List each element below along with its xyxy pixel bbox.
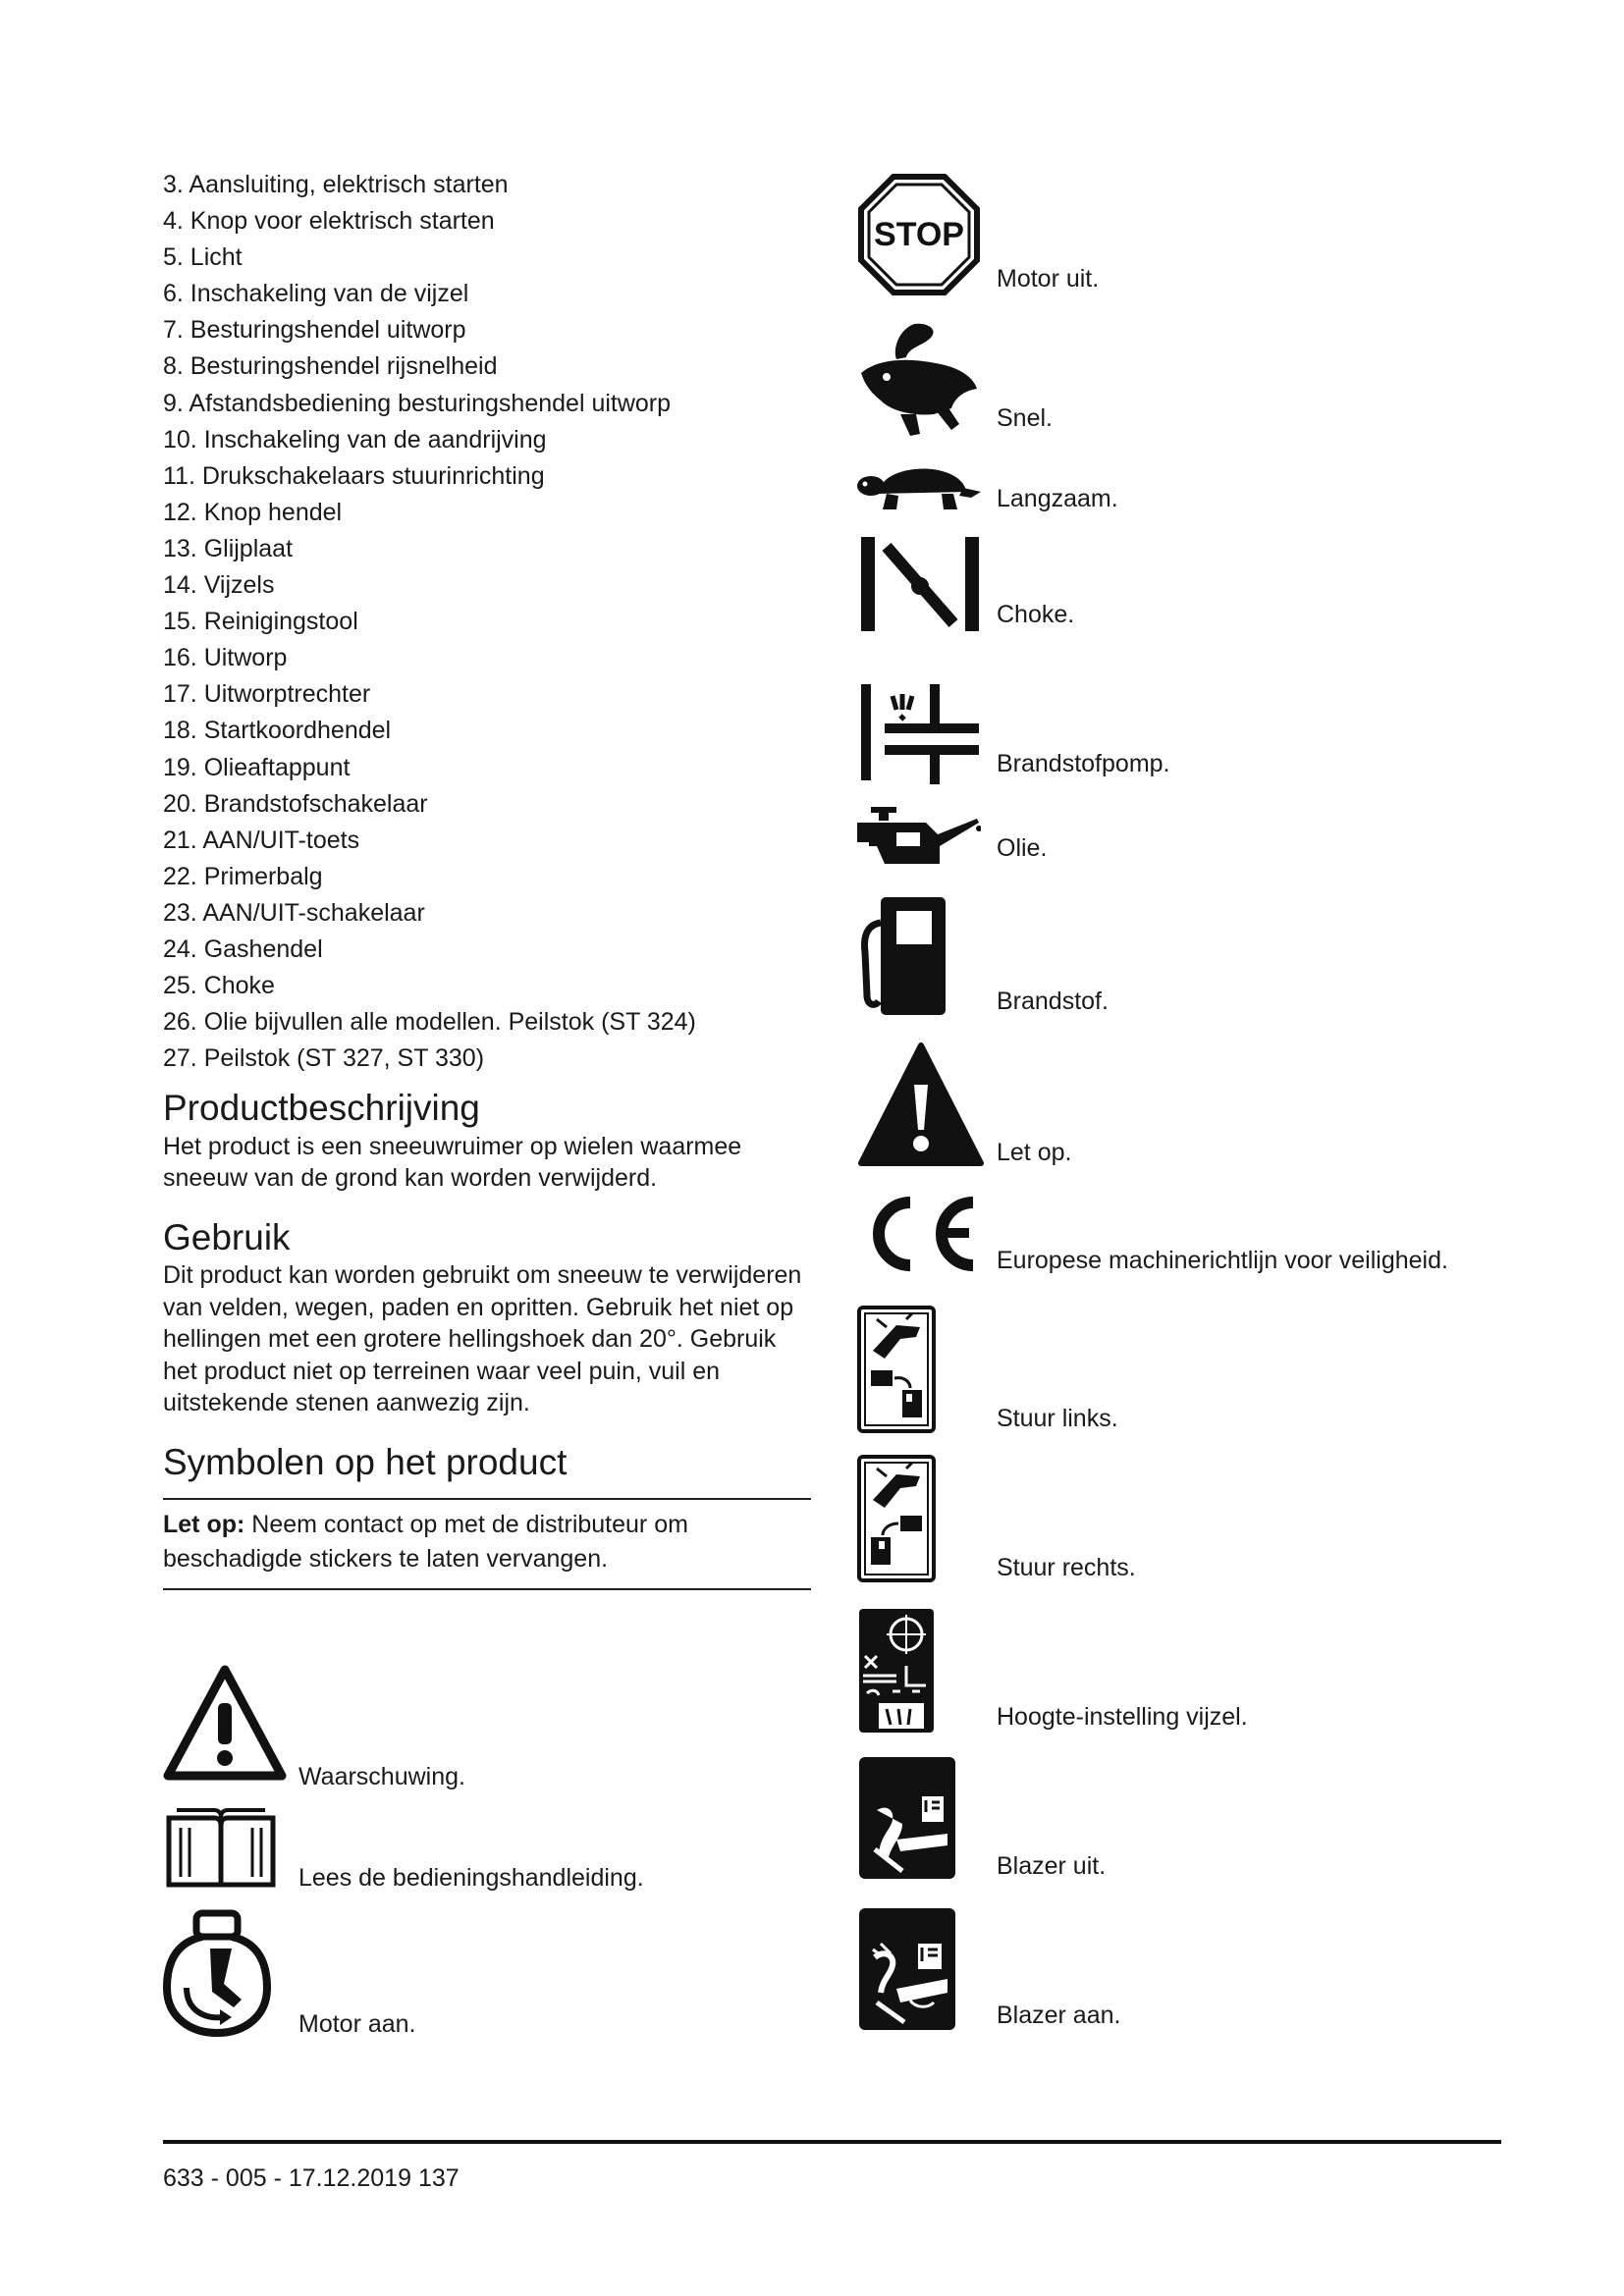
steer-right-icon [857, 1455, 936, 1582]
caution-triangle-icon [857, 1041, 985, 1167]
symbol-row-caution [857, 1041, 1584, 1167]
symbol-label: Langzaam. [997, 485, 1118, 512]
auger-height-icon [857, 1607, 936, 1735]
footer-rule [163, 2140, 1501, 2144]
symbol-label: Hoogte-instelling vijzel. [997, 1703, 1248, 1731]
symbol-label: Europese machinerichtlijn voor veiligheid. [997, 1247, 1448, 1274]
symbol-row-oil [857, 807, 1584, 863]
list-item: 26. Olie bijvullen alle modellen. Peilstok (ST 324) [163, 1008, 696, 1037]
engine-start-icon [163, 1909, 287, 2033]
list-item: 3. Aansluiting, elektrisch starten [163, 171, 509, 198]
symbol-row-auger-height [857, 1607, 1584, 1732]
ce-mark-icon [857, 1191, 985, 1275]
list-item: 4. Knop voor elektrisch starten [163, 207, 495, 236]
rabbit-icon [857, 320, 985, 436]
list-item: 13. Glijplaat [163, 534, 294, 562]
symbol-row-blower-on [857, 1906, 1584, 2030]
list-item: 24. Gashendel [163, 934, 323, 963]
note-box [163, 1498, 811, 1590]
symbol-label: Brandstofpomp. [997, 750, 1170, 777]
section-heading-symbols: Symbolen op het product [163, 1441, 568, 1482]
symbol-label: Waarschuwing. [298, 1763, 465, 1790]
symbol-label: Brandstof. [997, 988, 1109, 1015]
symbol-row-primer [857, 680, 1584, 778]
note-text: Neem contact op met de distributeur om beschadigde stickers te laten vervangen. [163, 1511, 688, 1574]
list-item: 7. Besturingshendel uitworp [163, 316, 466, 345]
stop-sign-icon [857, 173, 981, 296]
page-footer [163, 2164, 460, 2193]
list-item: 14. Vijzels [163, 571, 275, 600]
list-item: 6. Inschakeling van de vijzel [163, 280, 469, 308]
symbol-row-choke [857, 537, 1584, 629]
list-item: 25. Choke [163, 972, 275, 1000]
list-item: 18. Startkoordhendel [163, 717, 392, 745]
list-item: 17. Uitworptrechter [163, 680, 371, 709]
symbol-row-stop [857, 173, 1584, 294]
list-item: 27. Peilstok (ST 327, ST 330) [163, 1044, 485, 1073]
symbol-row-blower-off [857, 1755, 1584, 1881]
steer-left-icon [857, 1306, 936, 1433]
list-item: 20. Brandstofschakelaar [163, 789, 428, 818]
parts-list [163, 167, 811, 1077]
symbol-row-fast [857, 320, 1584, 433]
fuel-station-icon [857, 893, 951, 1019]
symbol-label: Motor aan. [298, 2010, 416, 2038]
symbol-row-steer-left [857, 1306, 1584, 1433]
list-item: 9. Afstandsbediening besturingshendel uitworp [163, 389, 672, 417]
symbol-label: Stuur links. [997, 1405, 1118, 1432]
symbol-label: Snel. [997, 404, 1053, 432]
section-heading-usage: Gebruik [163, 1216, 291, 1257]
oil-can-icon [857, 807, 981, 868]
doc-reference: 633 - 005 - 17.12.2019 [163, 2164, 411, 2192]
list-item: 12. Knop hendel [163, 498, 343, 526]
usage-text: Dit product kan worden gebruikt om sneeuw te verwijderen van velden, wegen, paden en opritten. Gebruik het niet op hellingen met een grotere hellingshoek dan 20°. Gebruik het product niet op terreinen waar veel puin, vuil en uitstekende stenen aanwezig zijn. [163, 1261, 802, 1417]
svg-text:STOP: STOP [874, 216, 964, 253]
list-item: 19. Olieaftappunt [163, 753, 351, 781]
note-label: Let op: [163, 1511, 245, 1539]
symbol-label: Let op. [997, 1139, 1072, 1166]
symbol-label: Lees de bedieningshandleiding. [298, 1864, 644, 1892]
choke-icon [857, 537, 983, 631]
list-item: 10. Inschakeling van de aandrijving [163, 425, 547, 454]
left-column [163, 167, 811, 1590]
product-description-text: Het product is een sneeuwruimer op wielen waarmee sneeuw van de grond kan worden verwijderd. [163, 1132, 742, 1193]
warning-triangle-icon [163, 1664, 287, 1788]
list-item: 23. AAN/UIT-schakelaar [163, 898, 425, 927]
list-item: 21. AAN/UIT-toets [163, 826, 360, 854]
symbol-label: Blazer aan. [997, 2002, 1121, 2029]
symbol-row-engine-start [163, 1909, 811, 2039]
list-item: 8. Besturingshendel rijsnelheid [163, 352, 498, 381]
symbol-label: Choke. [997, 601, 1075, 628]
symbol-row-fuel [857, 893, 1584, 1016]
symbol-row-slow [857, 458, 1584, 513]
fuel-pump-primer-icon [857, 680, 983, 784]
section-heading-product-description: Productbeschrijving [163, 1088, 480, 1129]
symbol-label: Blazer uit. [997, 1852, 1107, 1880]
symbol-label: Olie. [997, 834, 1048, 862]
symbol-row-warning [163, 1664, 811, 1791]
symbol-row-steer-right [857, 1455, 1584, 1582]
list-item: 11. Drukschakelaars stuurinrichting [163, 461, 545, 490]
symbol-label: Motor uit. [997, 265, 1100, 293]
page-number: 137 [417, 2164, 460, 2192]
list-item: 22. Primerbalg [163, 862, 323, 890]
blower-off-icon [857, 1755, 957, 1881]
list-item: 5. Licht [163, 243, 243, 272]
turtle-icon [857, 458, 985, 513]
symbol-row-ce [857, 1191, 1584, 1275]
blower-on-icon [857, 1906, 957, 2032]
list-item: 15. Reinigingstool [163, 608, 358, 636]
symbol-row-manual [163, 1806, 811, 1893]
symbol-label: Stuur rechts. [997, 1554, 1136, 1581]
list-item: 16. Uitworp [163, 644, 288, 672]
manual-book-icon [163, 1806, 287, 1889]
